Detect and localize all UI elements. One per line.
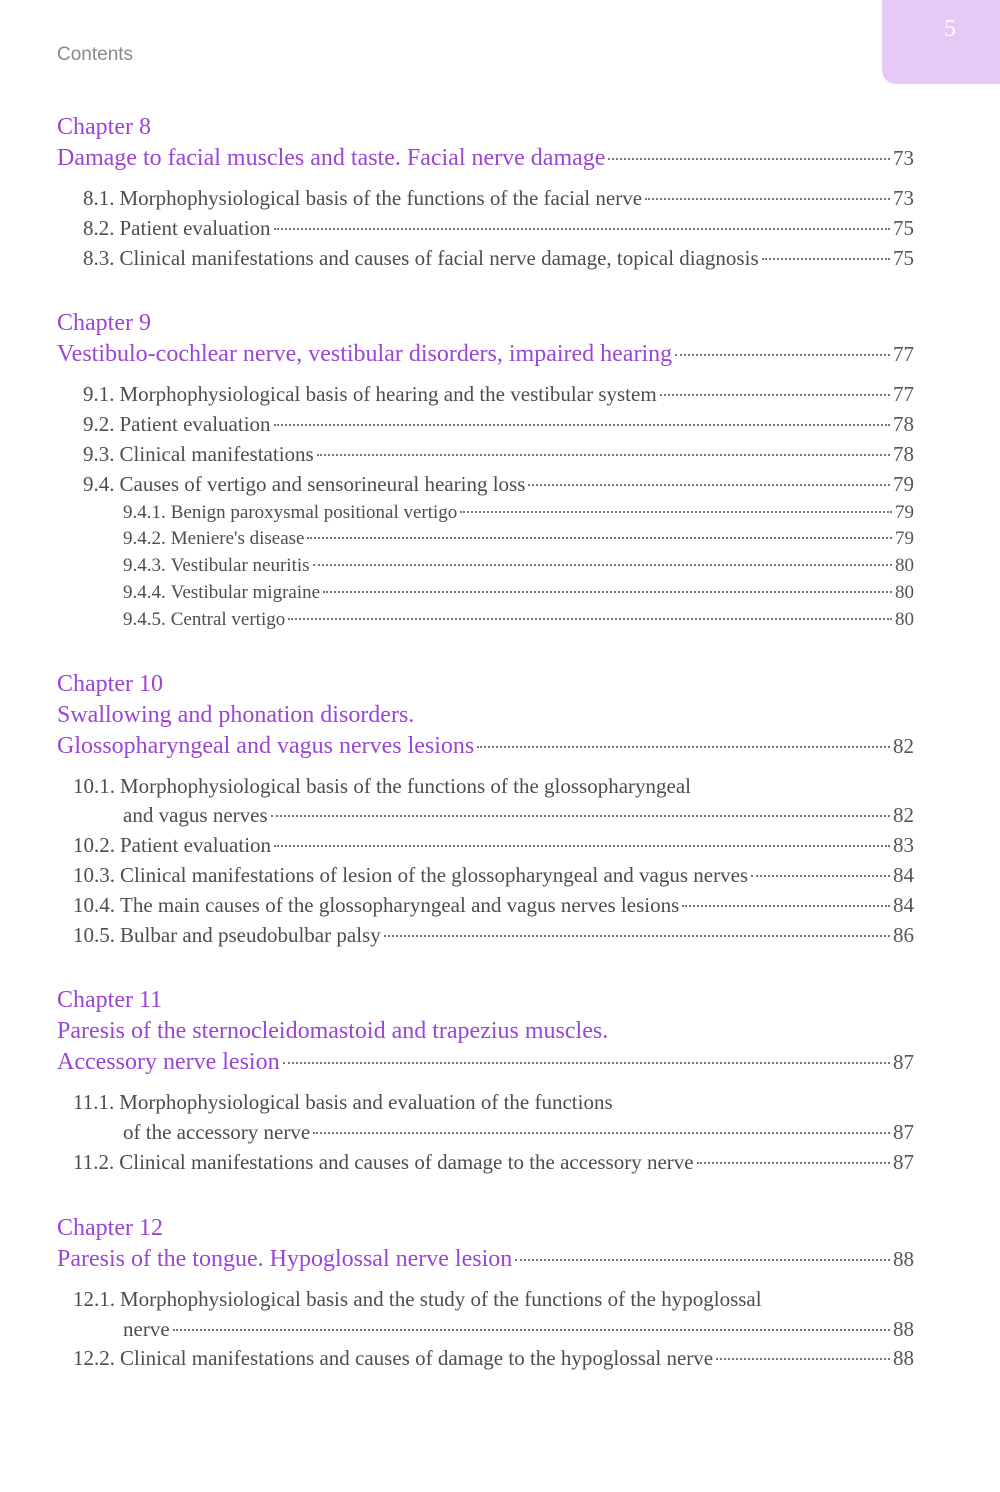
entry-text [123, 553, 310, 580]
entry-page-number: 78 [893, 441, 914, 466]
chapter-block [57, 1213, 914, 1374]
section-entry[interactable] [57, 1148, 914, 1178]
entry-number: 10.2. [73, 833, 115, 858]
entry-page-number: 87 [893, 1120, 914, 1145]
entry-text [73, 1148, 694, 1178]
entry-page-number: 80 [895, 555, 914, 577]
entry-page-number: 80 [895, 581, 914, 603]
section-list [57, 1285, 914, 1374]
dot-leader [716, 1358, 890, 1360]
entry-page-number: 75 [893, 215, 914, 240]
section-list [57, 184, 914, 273]
entry-number: 10.4. [73, 892, 115, 917]
entry-title: Morphophysiological basis of hearing and the vestibular system [119, 382, 657, 407]
dot-leader [307, 537, 892, 539]
entry-number: 8.2. [83, 215, 115, 240]
chapter-block [57, 112, 914, 273]
section-entry[interactable] [57, 891, 914, 921]
running-head: Contents [57, 44, 134, 65]
entry-text [83, 214, 271, 244]
entry-number: 10.1. [73, 773, 115, 798]
dot-leader [477, 746, 890, 748]
entry-title: Vestibulo-cochlear nerve, vestibular disorders, impaired hearing [57, 341, 673, 368]
entry-text [123, 580, 320, 607]
entry-number: 9.4.4. [123, 581, 166, 603]
dot-leader [515, 1259, 890, 1261]
entry-title: Meniere's disease [170, 528, 305, 550]
dot-leader [317, 454, 890, 456]
section-entry[interactable] [57, 214, 914, 244]
entry-text [83, 470, 525, 500]
entry-page-number: 79 [895, 528, 914, 550]
entry-page-number: 84 [893, 862, 914, 887]
section-entry-first-line[interactable] [57, 1088, 914, 1118]
entry-number: 8.1. [83, 186, 115, 210]
page-number-tab [882, 0, 1000, 84]
dot-leader [645, 198, 890, 200]
entry-title: Patient evaluation [119, 215, 271, 240]
entry-page-number: 87 [893, 1149, 914, 1174]
chapter-title-entry[interactable] [57, 1244, 914, 1275]
dot-leader [697, 1162, 890, 1164]
entry-title: Bulbar and pseudobulbar palsy [120, 922, 381, 947]
entry-page-number: 87 [893, 1050, 914, 1075]
chapter-title-line[interactable]: Paresis of the sternocleidomastoid and trapezius muscles. [57, 1018, 609, 1045]
entry-text [123, 607, 285, 634]
entry-title: Morphophysiological basis of the functions of the facial nerve [119, 186, 643, 210]
table-of-contents [57, 112, 914, 1409]
entry-number: 10.5. [73, 922, 115, 947]
entry-title: Morphophysiological basis and evaluation of the functions [119, 1090, 613, 1115]
section-entry[interactable] [57, 921, 914, 951]
dot-leader [660, 394, 890, 396]
entry-text [123, 1315, 170, 1345]
entry-title: Causes of vertigo and sensorineural hearing loss [119, 471, 526, 496]
section-entry-first-line[interactable] [57, 772, 914, 802]
entry-text [73, 891, 679, 921]
entry-page-number: 88 [893, 1346, 914, 1371]
entry-text [83, 184, 642, 214]
entry-page-number: 88 [893, 1246, 914, 1271]
section-entry[interactable] [57, 470, 914, 500]
entry-text [57, 143, 605, 174]
entry-number: 9.4. [83, 471, 115, 496]
dot-leader [460, 511, 892, 513]
entry-text [57, 1047, 280, 1078]
entry-text [123, 526, 304, 553]
entry-text [73, 831, 271, 861]
dot-leader [274, 845, 890, 847]
chapter-title-entry[interactable] [57, 731, 914, 762]
entry-number: 11.2. [73, 1149, 115, 1174]
section-entry-first-line[interactable] [57, 1285, 914, 1315]
entry-title: Clinical manifestations and causes of facial nerve damage, topical diagnosis [119, 245, 759, 270]
dot-leader [271, 815, 890, 817]
chapter-block [57, 669, 914, 951]
dot-leader [323, 591, 892, 593]
entry-title: Paresis of the tongue. Hypoglossal nerve lesion [57, 1245, 513, 1272]
section-entry-continuation[interactable] [57, 1315, 914, 1345]
dot-leader [274, 228, 890, 230]
entry-title: Central vertigo [170, 608, 286, 630]
entry-page-number: 73 [893, 186, 914, 210]
chapter-label[interactable]: Chapter 11 [57, 987, 163, 1014]
chapter-title-entry[interactable] [57, 339, 914, 370]
entry-number: 9.4.5. [123, 608, 166, 630]
entry-number: 9.2. [83, 412, 115, 437]
entry-text [83, 244, 759, 274]
section-entry[interactable] [57, 184, 914, 214]
chapter-title-entry[interactable] [57, 143, 914, 174]
entry-number: 9.4.1. [123, 501, 166, 523]
entry-text [83, 410, 271, 440]
chapter-block [57, 308, 914, 633]
entry-title: Clinical manifestations of lesion of the glossopharyngeal and vagus nerves [120, 862, 749, 887]
chapter-label[interactable]: Chapter 12 [57, 1214, 163, 1241]
subsection-entry[interactable] [57, 526, 914, 553]
entry-number: 9.1. [83, 382, 115, 407]
chapter-block [57, 985, 914, 1177]
entry-title: Vestibular neuritis [170, 555, 310, 577]
entry-title: Vestibular migraine [170, 581, 321, 603]
chapter-label[interactable]: Chapter 8 [57, 114, 151, 140]
entry-title: Morphophysiological basis of the functions of the glossopharyngeal [120, 773, 691, 798]
entry-text [57, 1244, 512, 1275]
entry-page-number: 79 [895, 501, 914, 523]
section-list [57, 1088, 914, 1177]
section-entry[interactable] [57, 1344, 914, 1374]
section-list [57, 380, 914, 633]
entry-title: Patient evaluation [119, 412, 271, 437]
entry-number: 11.1. [73, 1090, 115, 1115]
entry-page-number: 77 [893, 342, 914, 367]
entry-text [73, 921, 381, 951]
entry-page-number: 83 [893, 833, 914, 858]
chapter-title-entry[interactable] [57, 1047, 914, 1078]
dot-leader [313, 1132, 890, 1134]
entry-title: The main causes of the glossopharyngeal and vagus nerves lesions [120, 892, 680, 917]
entry-title: of the accessory nerve [123, 1120, 311, 1145]
entry-text [73, 861, 748, 891]
entry-page-number: 88 [893, 1316, 914, 1341]
entry-text [57, 731, 474, 762]
entry-number: 12.1. [73, 1286, 115, 1311]
entry-number: 10.3. [73, 862, 115, 887]
entry-page-number: 79 [893, 471, 914, 496]
section-entry-continuation[interactable] [57, 801, 914, 831]
entry-title: Clinical manifestations and causes of damage to the accessory nerve [119, 1149, 694, 1174]
entry-number: 8.3. [83, 245, 115, 270]
entry-text [123, 500, 457, 527]
subsection-entry[interactable] [57, 580, 914, 607]
subsection-entry[interactable] [57, 500, 914, 527]
section-entry[interactable] [57, 861, 914, 891]
chapter-label[interactable]: Chapter 10 [57, 670, 163, 697]
entry-title: Damage to facial muscles and taste. Facial nerve damage [57, 145, 606, 171]
entry-page-number: 75 [893, 245, 914, 270]
dot-leader [283, 1062, 890, 1064]
entry-page-number: 86 [893, 922, 914, 947]
entry-title: Accessory nerve lesion [57, 1049, 280, 1076]
dot-leader [384, 935, 890, 937]
entry-text [123, 801, 268, 831]
entry-title: Glossopharyngeal and vagus nerves lesions [57, 732, 475, 759]
entry-text [83, 440, 314, 470]
dot-leader [528, 484, 890, 486]
entry-number: 12.2. [73, 1346, 115, 1371]
section-entry[interactable] [57, 440, 914, 470]
entry-text [123, 1118, 310, 1148]
section-entry[interactable] [57, 244, 914, 274]
section-entry-continuation[interactable] [57, 1118, 914, 1148]
dot-leader [751, 875, 890, 877]
dot-leader [313, 564, 892, 566]
entry-number: 9.4.2. [123, 528, 166, 550]
page-number: 5 [944, 16, 956, 42]
entry-title: Morphophysiological basis and the study of the functions of the hypoglossal [120, 1286, 762, 1311]
dot-leader [274, 424, 890, 426]
entry-title: and vagus nerves [123, 803, 268, 828]
entry-page-number: 82 [893, 803, 914, 828]
entry-title: Patient evaluation [120, 833, 272, 858]
entry-number: 9.4.3. [123, 555, 166, 577]
entry-page-number: 73 [893, 146, 914, 170]
entry-number: 9.3. [83, 441, 115, 466]
entry-page-number: 78 [893, 412, 914, 437]
entry-text [83, 380, 657, 410]
section-entry[interactable] [57, 410, 914, 440]
subsection-entry[interactable] [57, 553, 914, 580]
entry-title: Clinical manifestations [119, 441, 314, 466]
chapter-label[interactable]: Chapter 9 [57, 310, 151, 337]
entry-page-number: 80 [895, 608, 914, 630]
section-list [57, 772, 914, 951]
entry-text [73, 1344, 713, 1374]
subsection-entry[interactable] [57, 607, 914, 634]
dot-leader [608, 158, 890, 160]
dot-leader [288, 618, 892, 620]
section-entry[interactable] [57, 380, 914, 410]
dot-leader [682, 905, 890, 907]
dot-leader [762, 258, 890, 260]
dot-leader [173, 1329, 890, 1331]
entry-title: Benign paroxysmal positional vertigo [170, 501, 458, 523]
dot-leader [675, 354, 890, 356]
section-entry[interactable] [57, 831, 914, 861]
entry-title: Clinical manifestations and causes of damage to the hypoglossal nerve [120, 1346, 714, 1371]
entry-text [57, 339, 672, 370]
entry-page-number: 82 [893, 733, 914, 758]
entry-title: nerve [123, 1316, 170, 1341]
chapter-title-line[interactable]: Swallowing and phonation disorders. [57, 701, 415, 728]
entry-page-number: 84 [893, 892, 914, 917]
entry-page-number: 77 [893, 382, 914, 407]
